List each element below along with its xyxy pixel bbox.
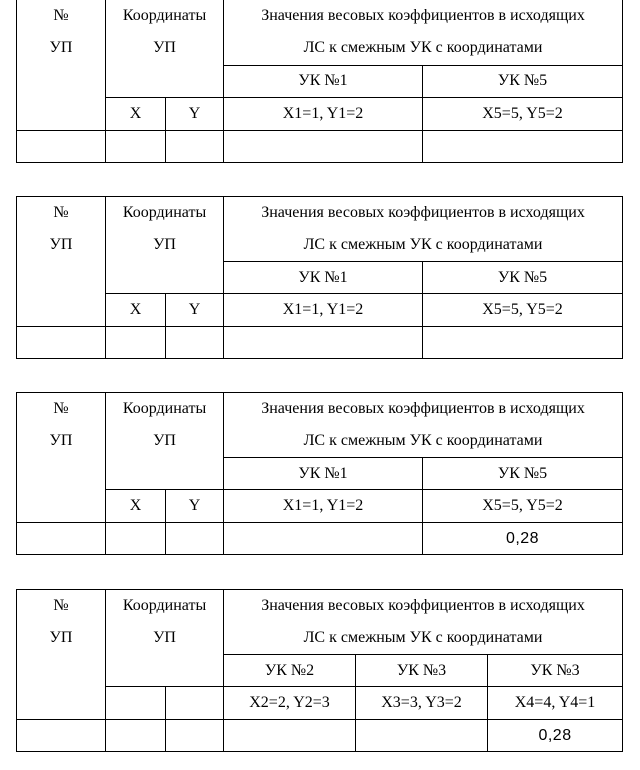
uk-label: УК №1	[224, 65, 423, 97]
uk-coords: X1=1, Y1=2	[224, 490, 423, 523]
weights-table-1	[16, 0, 623, 163]
weights-header-cell	[224, 0, 623, 65]
uk-coords: X5=5, Y5=2	[423, 294, 623, 327]
uk-label: УК №3	[356, 655, 488, 687]
weights-title-line2: ЛС к смежным УК с координатами	[303, 629, 543, 646]
num-symbol: №	[53, 204, 69, 221]
data-cell	[17, 327, 106, 359]
uk-coords: X1=1, Y1=2	[224, 97, 423, 130]
data-cell	[106, 327, 166, 359]
num-symbol: №	[53, 7, 69, 24]
weight-value-cell	[423, 130, 623, 162]
weight-value-cell: 0,28	[488, 720, 623, 752]
weights-header-cell	[224, 197, 623, 262]
coord-header-cell	[106, 393, 224, 490]
coord-header-cell	[106, 590, 224, 687]
weights-title-line1: Значения весовых коэффициентов в исходящих	[261, 400, 585, 417]
coord-title: Координаты	[122, 204, 207, 221]
weight-value-cell: 0,28	[423, 523, 623, 555]
uk-label: УК №1	[224, 458, 423, 490]
data-cell	[17, 720, 106, 752]
coord-up-label: УП	[153, 236, 176, 253]
coord-title: Координаты	[122, 597, 207, 614]
weight-value-cell	[356, 720, 488, 752]
weights-title-line1: Значения весовых коэффициентов в исходящих	[261, 7, 585, 24]
num-symbol: №	[53, 400, 69, 417]
weight-value-cell	[224, 130, 423, 162]
coord-up-label: УП	[153, 629, 176, 646]
coord-header-cell	[106, 197, 224, 294]
uk-label: УК №1	[224, 262, 423, 294]
weights-title-line2: ЛС к смежным УК с координатами	[303, 236, 543, 253]
data-cell	[17, 130, 106, 162]
uk-coords: X3=3, Y3=2	[356, 687, 488, 720]
weights-title-line2: ЛС к смежным УК с координатами	[303, 432, 543, 449]
data-cell	[106, 130, 166, 162]
uk-coords: X1=1, Y1=2	[224, 294, 423, 327]
data-cell	[166, 130, 224, 162]
uk-coords: X5=5, Y5=2	[423, 97, 623, 130]
uk-label: УК №5	[423, 262, 623, 294]
data-cell	[166, 523, 224, 555]
coord-up-label: УП	[153, 432, 176, 449]
weight-value-cell	[224, 523, 423, 555]
weight-value-cell	[423, 327, 623, 359]
coord-header-cell	[106, 0, 224, 97]
y-label: Y	[166, 294, 224, 327]
uk-label: УК №5	[423, 458, 623, 490]
uk-coords: X5=5, Y5=2	[423, 490, 623, 523]
data-cell	[166, 327, 224, 359]
data-cell	[166, 720, 224, 752]
uk-label: УК №3	[488, 655, 623, 687]
y-label: Y	[166, 490, 224, 523]
coord-up-label: УП	[153, 39, 176, 56]
coord-title: Координаты	[122, 400, 207, 417]
uk-coords: X4=4, Y4=1	[488, 687, 623, 720]
weights-table-4	[16, 589, 623, 752]
y-label	[166, 687, 224, 720]
num-header-cell	[17, 590, 106, 720]
num-up-label: УП	[49, 236, 73, 253]
num-header-cell	[17, 0, 106, 130]
weight-value-cell	[224, 720, 356, 752]
num-symbol: №	[53, 597, 69, 614]
uk-label: УК №2	[224, 655, 356, 687]
weights-title-line1: Значения весовых коэффициентов в исходящих	[261, 204, 585, 221]
num-up-label: УП	[49, 432, 73, 449]
x-label	[106, 687, 166, 720]
weight-value-cell	[224, 327, 423, 359]
weights-header-cell	[224, 590, 623, 655]
y-label: Y	[166, 97, 224, 130]
weights-header-cell	[224, 393, 623, 458]
uk-label: УК №5	[423, 65, 623, 97]
data-cell	[106, 720, 166, 752]
x-label: X	[106, 490, 166, 523]
x-label: X	[106, 97, 166, 130]
coord-title: Координаты	[122, 7, 207, 24]
uk-coords: X2=2, Y2=3	[224, 687, 356, 720]
weights-title-line2: ЛС к смежным УК с координатами	[303, 39, 543, 56]
num-up-label: УП	[49, 629, 73, 646]
weights-title-line1: Значения весовых коэффициентов в исходящих	[261, 597, 585, 614]
num-header-cell	[17, 197, 106, 327]
num-up-label: УП	[49, 39, 73, 56]
x-label: X	[106, 294, 166, 327]
data-cell	[106, 523, 166, 555]
weights-table-3	[16, 392, 623, 555]
num-header-cell	[17, 393, 106, 523]
data-cell	[17, 523, 106, 555]
weights-table-2	[16, 196, 623, 359]
